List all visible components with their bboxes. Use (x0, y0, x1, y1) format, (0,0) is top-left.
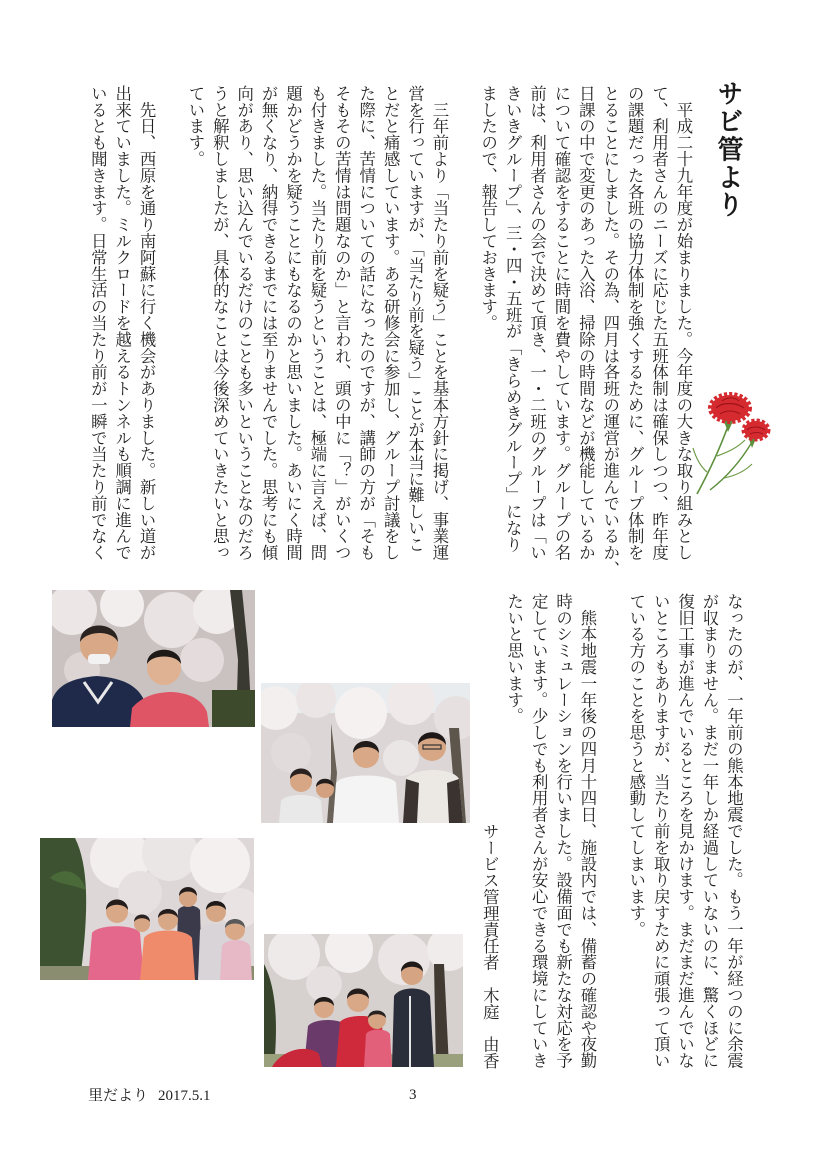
page-number: 3 (409, 1087, 417, 1103)
cherry-blossom-photo-2 (261, 683, 470, 823)
cherry-blossom-photo-1 (52, 590, 255, 727)
upper-body-text (85, 85, 695, 577)
body-text-line: 日課の中で変更のあった入浴、掃除の時間などが機能しているか (576, 85, 596, 561)
blank-column (158, 85, 182, 561)
blank-column (451, 85, 475, 561)
body-text-line: ましたので、報告しておきます。 (478, 85, 498, 331)
body-text-line: たいと思います。 (504, 593, 524, 725)
body-text-line: が無くなり、納得できるまでには至りませんでした。思考にも傾 (259, 85, 279, 561)
author-signature: サービス管理責任者 木庭 由香 (480, 823, 500, 1069)
body-text-line: ています。 (185, 85, 205, 167)
issue-date: 2017.5.1 (158, 1088, 211, 1104)
body-text-line: 営を行っていますが、「当たり前を疑う」ことが本当に難しいこ (405, 85, 425, 553)
body-text-line: 先日、西原を通り南阿蘇に行く機会がありました。新しい道が (137, 85, 157, 561)
body-text-line: いるとも聞きます。日常生活の当たり前が一瞬で当たり前でなく (88, 85, 108, 561)
lower-body-text (477, 593, 745, 1069)
body-text-line: とることにしました。その為、四月は各班の運営が進んでいるか、 (600, 85, 620, 577)
cherry-blossom-photo-4 (264, 934, 463, 1067)
body-text-line: て、利用者さんのニーズに応じた五班体制は確保しつつ、昨年度 (649, 85, 669, 561)
cherry-blossom-photo-3 (40, 838, 254, 980)
blank-column (599, 593, 623, 1069)
body-text-line: きいきグループ」、三・四・五班が「きらめきグループ」になり (503, 85, 523, 553)
body-text-line: が収まりません。まだ一年しか経過していないのに、驚くほどに (699, 593, 719, 1069)
newsletter-name: 里だより (88, 1086, 149, 1104)
body-text-line: ている方のことを思うと感動してしまいます。 (626, 593, 646, 938)
body-text-line: について確認をすることに時間を費やしています。グループの名 (551, 85, 571, 561)
body-text-line: 出来ていました。ミルクロードを越えるトンネルも順調に進んで (112, 85, 132, 561)
body-text-line: 三年前より「当たり前を疑う」ことを基本方針に掲げ、事業運 (429, 85, 449, 561)
body-text-line: 時のシミュレーションを行いました。設備面でも新たな対応を予 (553, 593, 573, 1069)
body-text-line: 向があり、思い込んでいるだけのことも多いということなのだろ (234, 85, 254, 561)
body-text-line: いところもありますが、当たり前を取り戻すために頑張って頂い (651, 593, 671, 1069)
body-text-line: とだと痛感しています。ある研修会に参加し、グループ討議をし (381, 85, 401, 561)
body-text-line: 定しています。少しでも利用者さんが安心できる環境にしていき (529, 593, 549, 1069)
body-text-line: の課題だった各班の協力体制を強くするために、グループ体制を (625, 85, 645, 561)
body-text-line: 復旧工事が進んでいるところを見かけます。まだまだ進んでいな (675, 593, 695, 1069)
body-text-line: 題かどうかを疑うことにもなるのかと思いました。あいにく時間 (283, 85, 303, 561)
body-text-line: 熊本地震一年後の四月十四日、施設内では、備蓄の確認や夜勤 (577, 593, 597, 1069)
carnation-icon (690, 386, 780, 505)
column-title: サビ管より (713, 80, 743, 219)
body-text-line: も付きました。当たり前を疑うということは、極端に言えば、問 (307, 85, 327, 561)
body-text-line: 前は、利用者さんの会で決めて頂き、一・二班のグループは「い (527, 85, 547, 561)
body-text-line: なったのが、一年前の熊本地震でした。もう一年が経つのに余震 (724, 593, 744, 1069)
footer-issue-info (88, 1086, 211, 1105)
body-text-line: 平成二十九年度が始まりました。今年度の大きな取り組みとし (674, 85, 693, 561)
body-text-line: うと解釈しましたが、具体的なことは今後深めていきたいと思っ (210, 85, 230, 561)
body-text-line: そもその苦情は問題なのか」と言われ、頭の中に「？」がいくつ (332, 85, 352, 561)
body-text-line: た際に、苦情についての話になったのですが、講師の方が「そも (356, 85, 376, 561)
